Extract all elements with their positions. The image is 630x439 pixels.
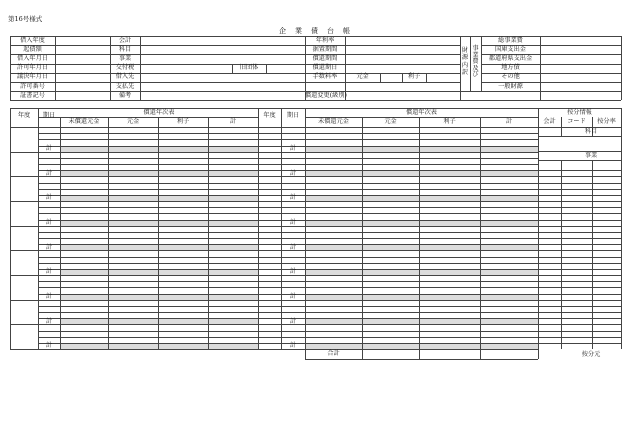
zaigen-item-label: 地方債 bbox=[501, 64, 520, 72]
alloc-row-line bbox=[538, 170, 621, 171]
fee-line bbox=[380, 73, 381, 82]
zaigen-item-label: 国庫支出金 bbox=[495, 45, 526, 53]
table-mid-line bbox=[258, 108, 259, 349]
table-left bbox=[10, 108, 11, 349]
zaigen-value-field[interactable] bbox=[540, 73, 621, 82]
fee-interest-label: 利子 bbox=[407, 73, 421, 81]
table-right bbox=[621, 108, 622, 349]
zaigen-value-field[interactable] bbox=[540, 82, 621, 91]
table-col-line bbox=[281, 108, 282, 349]
table-col-line bbox=[38, 108, 39, 349]
subtotal-label: 計 bbox=[289, 243, 297, 251]
column-header: 未償還元金 bbox=[318, 117, 349, 125]
fee-principal-label: 元金 bbox=[356, 73, 369, 81]
subtotal-label: 計 bbox=[45, 317, 53, 325]
alloc-row-line bbox=[538, 312, 621, 313]
header-label: 償還期日 bbox=[312, 64, 338, 72]
header-value-field[interactable] bbox=[55, 36, 110, 45]
header-bottom bbox=[10, 100, 621, 101]
allocation-col-header: 会計 bbox=[543, 117, 556, 125]
table-bottom bbox=[10, 349, 538, 350]
nendo-header: 年度 bbox=[263, 112, 276, 119]
alloc-row-line bbox=[538, 281, 621, 282]
ledger-cell[interactable] bbox=[108, 343, 158, 349]
header-value-field[interactable] bbox=[140, 91, 305, 100]
header-label: 借入年月日 bbox=[17, 55, 48, 62]
subtotal-label: 計 bbox=[45, 342, 53, 350]
alloc-line bbox=[538, 160, 621, 161]
header-label: 議決年月日 bbox=[17, 73, 48, 81]
form-number: 第16号様式 bbox=[8, 15, 43, 23]
kibetsu-header: 期日 bbox=[286, 112, 300, 119]
ledger-cell[interactable] bbox=[60, 343, 108, 349]
alloc-row-line bbox=[538, 238, 621, 239]
zaigen-item-label: その他 bbox=[501, 73, 520, 81]
zaigen-value-field[interactable] bbox=[540, 64, 621, 73]
allocation-footer: 按分元 bbox=[581, 351, 601, 359]
alloc-row-line bbox=[538, 195, 621, 196]
subtotal-label: 計 bbox=[289, 144, 297, 152]
alloc-row-line bbox=[538, 306, 621, 307]
header-value-field[interactable] bbox=[55, 45, 110, 54]
zaigen-row-line bbox=[460, 91, 481, 92]
allocation-kamoku: 科目 bbox=[584, 127, 598, 135]
subtotal-label: 計 bbox=[289, 169, 297, 177]
header-label: 事業 bbox=[118, 55, 132, 62]
header-value-field[interactable] bbox=[140, 54, 305, 63]
alloc-row-line bbox=[538, 189, 621, 190]
ledger-cell[interactable] bbox=[419, 343, 480, 349]
subtotal-label: 計 bbox=[289, 317, 297, 325]
alloc-row-line bbox=[538, 220, 621, 221]
subtotal-label: 計 bbox=[45, 268, 53, 276]
header-value-field[interactable] bbox=[55, 64, 110, 73]
column-header: 元金 bbox=[126, 117, 140, 125]
header-value-field[interactable] bbox=[140, 36, 305, 45]
alloc-row-line bbox=[538, 331, 621, 332]
header-label: 許可番号 bbox=[20, 82, 45, 90]
column-header: 計 bbox=[229, 117, 237, 125]
zaigen-value-field[interactable] bbox=[540, 45, 621, 54]
alloc-row-line bbox=[538, 324, 621, 325]
header-value-field[interactable] bbox=[140, 64, 305, 73]
header-label: 借入先 bbox=[115, 73, 135, 81]
ledger-cell[interactable] bbox=[480, 343, 538, 349]
alloc-row-line bbox=[538, 244, 621, 245]
subtotal-label: 計 bbox=[45, 243, 53, 251]
header-label: 起債額 bbox=[23, 45, 42, 53]
header-value-field[interactable] bbox=[55, 73, 110, 82]
column-header: 利子 bbox=[443, 117, 456, 125]
alloc-row-line bbox=[538, 232, 621, 233]
header-value-field[interactable] bbox=[345, 82, 460, 91]
header-label: 証書記号 bbox=[20, 91, 45, 99]
subtotal-label: 計 bbox=[289, 194, 297, 202]
header-label: 科目 bbox=[118, 45, 132, 53]
grand-total-bottom bbox=[305, 359, 538, 360]
ledger-cell[interactable] bbox=[208, 343, 258, 349]
subtotal-label: 計 bbox=[289, 218, 297, 226]
header-label: 交付税 bbox=[115, 64, 135, 72]
alloc-row-line bbox=[538, 343, 621, 344]
header-value-field[interactable] bbox=[345, 54, 460, 63]
header-label: 会計 bbox=[118, 36, 132, 44]
header-label: 償還期間 bbox=[312, 55, 338, 62]
alloc-row-line bbox=[538, 257, 621, 258]
alloc-row-line bbox=[538, 287, 621, 288]
subtotal-label: 計 bbox=[45, 169, 53, 177]
dantai-line bbox=[266, 64, 267, 73]
zaigen-value-field[interactable] bbox=[540, 91, 621, 100]
subtotal-label: 計 bbox=[45, 144, 53, 152]
header-label: 償還変更(級別) bbox=[305, 91, 347, 99]
header-value-field[interactable] bbox=[345, 45, 460, 54]
shokan-title-right: 償還年次表 bbox=[406, 108, 437, 116]
header-right bbox=[621, 36, 622, 100]
zaigen-vertical-label: 財 源 内 訳 bbox=[461, 47, 469, 76]
subtotal-label: 計 bbox=[289, 342, 297, 350]
dantai-label: 旧団体 bbox=[239, 64, 259, 72]
alloc-row-line bbox=[538, 269, 621, 270]
fee-line bbox=[426, 73, 427, 82]
column-header: 計 bbox=[505, 117, 513, 125]
subtotal-label: 計 bbox=[45, 292, 53, 300]
alloc-row-line bbox=[538, 213, 621, 214]
header-value-field[interactable] bbox=[345, 91, 460, 100]
header-value-field[interactable] bbox=[345, 36, 460, 45]
header-label: 借入年度 bbox=[20, 36, 45, 44]
alloc-row-line bbox=[538, 176, 621, 177]
header-value-field[interactable] bbox=[55, 91, 110, 100]
jigyohi-vertical-label: 事 業 費 及 び bbox=[472, 45, 479, 79]
alloc-row-line bbox=[538, 263, 621, 264]
subtotal-label: 計 bbox=[45, 218, 53, 226]
zaigen-value-field[interactable] bbox=[540, 36, 621, 45]
zaigen-line bbox=[470, 36, 471, 91]
subtotal-label: 計 bbox=[289, 292, 297, 300]
page-title: 企 業 債 台 帳 bbox=[279, 27, 351, 35]
zaigen-item-label: 総事業費 bbox=[498, 36, 523, 44]
header-value-field[interactable] bbox=[345, 64, 460, 73]
allocation-title: 按分情報 bbox=[567, 108, 592, 116]
allocation-kamoku-field[interactable] bbox=[561, 136, 621, 151]
subtotal-label: 計 bbox=[45, 194, 53, 202]
column-header: 元金 bbox=[384, 117, 397, 125]
allocation-col-header: コード bbox=[567, 117, 586, 125]
header-value-field[interactable] bbox=[140, 45, 305, 54]
shokan-title-left: 償還年次表 bbox=[143, 108, 175, 116]
column-header: 利子 bbox=[176, 117, 190, 125]
header-value-field[interactable] bbox=[140, 82, 305, 91]
alloc-row-line bbox=[538, 250, 621, 251]
alloc-row-line bbox=[538, 207, 621, 208]
alloc-row-line bbox=[538, 183, 621, 184]
header-label: 年利率 bbox=[315, 36, 335, 44]
alloc-line bbox=[538, 151, 621, 152]
ledger-cell[interactable] bbox=[362, 343, 419, 349]
ledger-cell[interactable] bbox=[305, 343, 362, 349]
alloc-row-line bbox=[538, 226, 621, 227]
allocation-col-header: 按分率 bbox=[597, 117, 616, 125]
zaigen-item-label: 都道府県支出金 bbox=[488, 55, 533, 62]
header-value-field[interactable] bbox=[140, 73, 305, 82]
header-label: 手数料率 bbox=[312, 73, 338, 81]
header-label: 据置期間 bbox=[312, 45, 338, 53]
header-label: 備考 bbox=[118, 91, 132, 99]
kibetsu-header: 期日 bbox=[42, 112, 56, 119]
alloc-row-line bbox=[538, 294, 621, 295]
column-header: 未償還元金 bbox=[68, 117, 100, 125]
table-col-line bbox=[538, 108, 539, 359]
header-label: 許可年月日 bbox=[17, 64, 48, 72]
alloc-row-line bbox=[538, 275, 621, 276]
alloc-row-line bbox=[538, 201, 621, 202]
nendo-header: 年度 bbox=[17, 112, 31, 119]
header-label: 支払先 bbox=[115, 82, 135, 90]
zaigen-value-field[interactable] bbox=[540, 54, 621, 63]
alloc-row-line bbox=[538, 337, 621, 338]
header-value-field[interactable] bbox=[55, 82, 110, 91]
grand-total-label: 合計 bbox=[327, 350, 340, 358]
allocation-jigyo: 事業 bbox=[584, 152, 598, 159]
subtotal-label: 計 bbox=[289, 268, 297, 276]
ledger-cell[interactable] bbox=[158, 343, 208, 349]
zaigen-item-label: 一般財源 bbox=[498, 82, 523, 90]
header-value-field[interactable] bbox=[55, 54, 110, 63]
alloc-row-line bbox=[538, 318, 621, 319]
alloc-row-line bbox=[538, 300, 621, 301]
